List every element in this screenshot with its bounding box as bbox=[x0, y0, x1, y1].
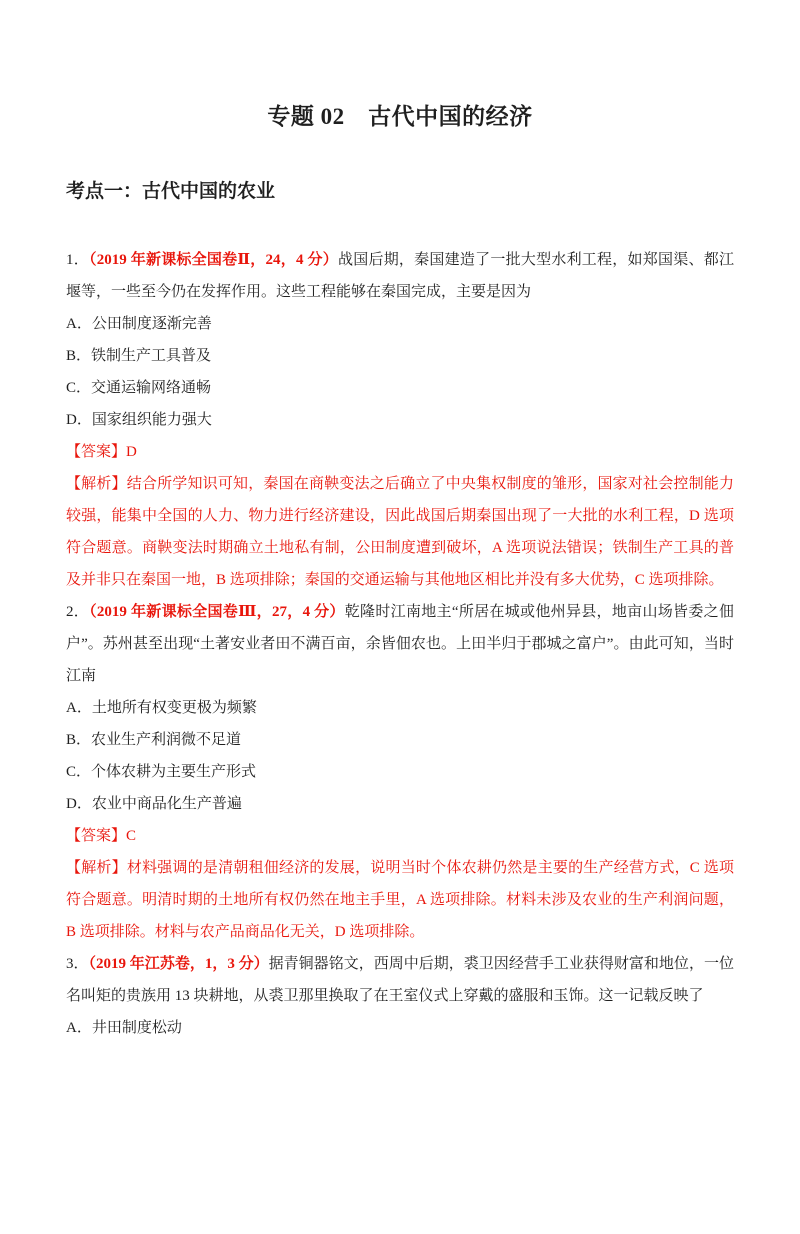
question-2-stem bbox=[66, 596, 734, 692]
document-title: 专题 02 古代中国的经济 bbox=[267, 104, 533, 129]
question-2-stem-text: 乾隆时江南地主“所居在城或他州异县，地亩山场皆委之佃户”。苏州甚至出现“土著安业者田不满百亩，余皆佃农也。上田半归于郡城之富户”。由此可知，当时江南 bbox=[66, 604, 734, 684]
question-1-option-d: D．国家组织能力强大 bbox=[66, 412, 212, 428]
question-1-option-c: C．交通运输网络通畅 bbox=[66, 380, 212, 396]
question-3-source: （2019 年江苏卷，1，3 分） bbox=[88, 956, 269, 972]
question-3-number: 3． bbox=[66, 956, 89, 972]
question-1-number: 1． bbox=[66, 252, 89, 268]
question-block-3 bbox=[66, 948, 734, 1044]
question-1-analysis-label: 【解析】 bbox=[66, 476, 127, 492]
question-2-analysis-line bbox=[66, 852, 734, 948]
section-heading: 考点一：古代中国的农业 bbox=[66, 181, 276, 202]
question-2-analysis-label: 【解析】 bbox=[66, 860, 127, 876]
question-block-1 bbox=[66, 244, 734, 596]
question-3-option-a: A．井田制度松动 bbox=[66, 1020, 182, 1036]
question-2-number: 2． bbox=[66, 604, 90, 620]
question-2-answer-label: 【答案】 bbox=[66, 828, 127, 844]
document-page bbox=[0, 103, 800, 1234]
question-1-source: （2019 年新课标全国卷Ⅱ，24，4 分） bbox=[88, 252, 338, 268]
question-2-option-c: C．个体农耕为主要生产形式 bbox=[66, 764, 257, 780]
question-1-analysis-text: 结合所学知识可知，秦国在商鞅变法之后确立了中央集权制度的雏形，国家对社会控制能力较强，能集中全国的人力、物力进行经济建设，因此战国后期秦国出现了一大批的水利工程，D 选项符合题意。商鞅变法时期确立土地私有制，公田制度遭到破坏，A 选项说法错误；铁制生产工具的普及并非只在秦国一地，B 选项排除；秦国的交通运输与其他地区相比并没有多大优势，C 选项排除。 bbox=[66, 476, 734, 588]
question-2-option-b: B．农业生产利润微不足道 bbox=[66, 732, 242, 748]
question-3-stem bbox=[66, 948, 734, 1012]
question-1-answer-label: 【答案】 bbox=[66, 444, 127, 460]
question-1-stem bbox=[66, 244, 734, 308]
question-1-option-a: A．公田制度逐渐完善 bbox=[66, 316, 212, 332]
question-block-2 bbox=[66, 596, 734, 948]
question-2-answer-line bbox=[66, 820, 734, 852]
question-2-source: （2019 年新课标全国卷Ⅲ，27，4 分） bbox=[89, 604, 345, 620]
question-1-analysis-line bbox=[66, 468, 734, 596]
question-2-option-d: D．农业中商品化生产普遍 bbox=[66, 796, 242, 812]
question-1-stem-text: 战国后期，秦国建造了一批大型水利工程，如郑国渠、都江堰等，一些至今仍在发挥作用。这些工程能够在秦国完成，主要是因为 bbox=[66, 252, 734, 300]
question-1-option-b: B．铁制生产工具普及 bbox=[66, 348, 212, 364]
question-1-answer-value: D bbox=[126, 444, 137, 460]
question-2-analysis-text: 材料强调的是清朝租佃经济的发展，说明当时个体农耕仍然是主要的生产经营方式，C 选项符合题意。明清时期的土地所有权仍然在地主手里，A 选项排除。材料未涉及农业的生产利润问题，B 选项排除。材料与农产品商品化无关，D 选项排除。 bbox=[66, 860, 734, 940]
question-3-stem-text: 据青铜器铭文，西周中后期，裘卫因经营手工业获得财富和地位，一位名叫矩的贵族用 13 块耕地，从裘卫那里换取了在王室仪式上穿戴的盛服和玉饰。这一记载反映了 bbox=[66, 956, 734, 1004]
question-2-answer-value: C bbox=[126, 828, 137, 844]
question-1-answer-line bbox=[66, 436, 734, 468]
question-2-option-a: A．土地所有权变更极为频繁 bbox=[66, 700, 257, 716]
